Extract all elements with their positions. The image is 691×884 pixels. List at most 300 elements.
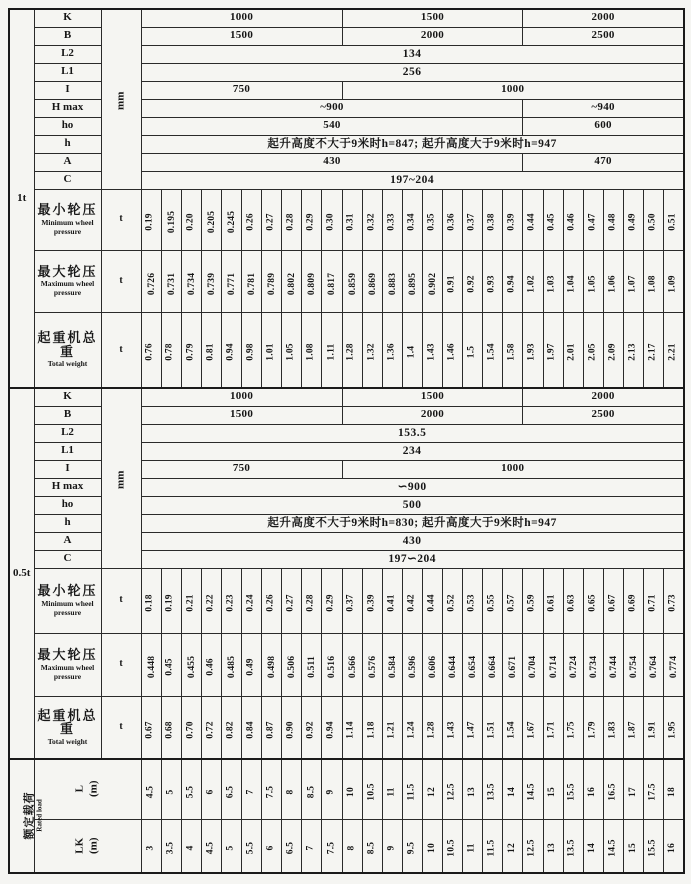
value-cell [664, 189, 684, 250]
value-cell-text: 1.91 [647, 721, 658, 739]
value-cell [181, 759, 201, 819]
value-cell [382, 189, 402, 250]
value-cell [362, 696, 382, 759]
param-value [523, 9, 684, 27]
value-cell-text: 5 [165, 789, 176, 795]
value-cell-text: 0.33 [386, 213, 397, 231]
value-cell [664, 759, 684, 819]
param-value-text: 540 [323, 119, 341, 132]
value-cell [161, 568, 181, 633]
value-cell-text: 0.68 [165, 721, 176, 739]
value-cell [463, 189, 483, 250]
param-value [141, 117, 523, 135]
value-cell [443, 633, 463, 696]
span-row-label-unit: (m) [87, 780, 100, 798]
value-cell-text: 0.774 [669, 655, 680, 679]
load-rating-label [9, 388, 34, 759]
param-label [34, 153, 101, 171]
value-cell [362, 633, 382, 696]
value-cell [583, 189, 603, 250]
value-cell-text: 0.714 [548, 655, 559, 679]
value-cell-text: 0.51 [667, 213, 678, 231]
value-cell [483, 633, 503, 696]
value-cell [583, 759, 603, 819]
value-cell [443, 189, 463, 250]
value-cell [603, 312, 623, 388]
value-cell-text: 10 [426, 843, 437, 854]
value-cell [563, 568, 583, 633]
param-value-text: 1500 [229, 29, 254, 42]
value-cell [422, 759, 442, 819]
param-value-text: 2000 [420, 29, 445, 42]
param-label [34, 63, 101, 81]
value-cell [463, 759, 483, 819]
param-label [34, 117, 101, 135]
data-row [9, 633, 684, 696]
value-cell-text: 0.883 [387, 272, 398, 295]
value-cell [141, 819, 161, 873]
value-cell [603, 568, 623, 633]
value-cell-text: 8.5 [305, 785, 316, 799]
value-cell [463, 819, 483, 873]
value-cell-text: 0.731 [166, 272, 177, 295]
value-cell [201, 819, 221, 873]
value-cell-text: 0.57 [506, 594, 517, 612]
data-row [9, 189, 684, 250]
value-cell-text: 1.54 [486, 343, 497, 362]
param-value-text: 起升高度不大于9米时h=847; 起升高度大于9米时h=947 [267, 137, 557, 150]
value-cell [483, 189, 503, 250]
value-cell-text: 1.47 [466, 721, 477, 739]
value-cell [463, 696, 483, 759]
unit-t-label [101, 696, 141, 759]
value-cell [262, 759, 282, 819]
unit-t-label-text: t [119, 343, 123, 355]
value-cell [282, 568, 302, 633]
value-cell-text: 0.18 [145, 594, 156, 612]
value-cell [342, 189, 362, 250]
value-cell [644, 312, 664, 388]
value-cell-text: 0.53 [466, 594, 477, 612]
param-value [141, 424, 684, 442]
value-cell-text: 1.02 [527, 274, 537, 293]
value-cell-text: 1.83 [607, 721, 618, 739]
data-row-label-zh: 起重机总重 [37, 707, 98, 737]
value-cell-text: 0.30 [325, 213, 336, 231]
param-label [34, 460, 101, 478]
value-cell [503, 568, 523, 633]
value-cell [241, 819, 261, 873]
value-cell-text: 0.734 [588, 655, 599, 679]
span-row-label-rotated [74, 781, 102, 798]
value-cell-text: 0.98 [245, 343, 256, 362]
value-cell [503, 189, 523, 250]
value-cell [563, 633, 583, 696]
value-cell [483, 819, 503, 873]
value-cell-text: 0.36 [446, 213, 457, 231]
value-cell [402, 633, 422, 696]
value-cell-text: 0.516 [327, 655, 338, 679]
param-value [141, 45, 684, 63]
value-cell [644, 189, 664, 250]
param-value-text: 1500 [420, 390, 445, 403]
param-value-text: 1000 [501, 83, 525, 96]
value-cell-text: 2.21 [667, 343, 678, 362]
value-cell-text: 1.01 [265, 343, 276, 362]
param-label-text: K [63, 390, 72, 403]
value-cell [201, 189, 221, 250]
param-label [34, 99, 101, 117]
value-cell-text: 1.93 [527, 343, 537, 362]
value-cell-text: 6 [205, 789, 216, 795]
value-cell [664, 633, 684, 696]
rated-load-en: Rated load [35, 799, 44, 832]
param-value [141, 532, 684, 550]
data-row [9, 250, 684, 312]
value-cell-text: 0.31 [346, 213, 357, 231]
value-cell [503, 759, 523, 819]
value-cell [241, 759, 261, 819]
value-cell [302, 819, 322, 873]
value-cell-text: 0.654 [468, 655, 479, 679]
value-cell [543, 696, 563, 759]
param-label-text: B [63, 408, 72, 421]
value-cell [262, 633, 282, 696]
value-cell-text: 0.205 [206, 210, 217, 234]
value-cell-text: 0.26 [265, 594, 276, 612]
value-cell [382, 696, 402, 759]
value-cell-text: 0.781 [247, 272, 258, 295]
value-cell-text: 0.94 [225, 343, 236, 362]
value-cell [603, 819, 623, 873]
param-value-text: 430 [323, 155, 341, 168]
value-cell-text: 0.32 [366, 213, 377, 231]
value-cell-text: 0.671 [508, 655, 519, 679]
param-value-text: 2000 [420, 408, 445, 421]
rated-load-header [9, 759, 44, 873]
span-row-label-symbol: LK [73, 837, 86, 854]
value-cell-text: 1.79 [587, 721, 598, 739]
param-row [9, 9, 684, 27]
param-value [523, 27, 684, 45]
value-cell-text: 0.67 [145, 721, 156, 739]
value-cell [161, 250, 181, 312]
value-cell-text: 0.49 [627, 213, 638, 231]
value-cell-text: 16 [587, 786, 598, 797]
param-value-text: 1000 [229, 390, 254, 403]
value-cell [382, 312, 402, 388]
value-cell [543, 250, 563, 312]
value-cell [523, 250, 543, 312]
value-cell [603, 633, 623, 696]
value-cell-text: 0.895 [408, 272, 419, 295]
value-cell [402, 250, 422, 312]
value-cell [402, 696, 422, 759]
value-cell [282, 250, 302, 312]
value-cell-text: 7.5 [265, 785, 276, 799]
param-value-text: 470 [594, 155, 612, 168]
unit-mm-label [101, 388, 141, 568]
value-cell-text: 0.65 [587, 594, 598, 612]
value-cell [463, 312, 483, 388]
value-cell-text: 0.448 [146, 655, 157, 679]
value-cell [503, 312, 523, 388]
param-value-text: 153.5 [397, 426, 427, 439]
value-cell-text: 0.506 [287, 655, 298, 679]
value-cell [422, 250, 442, 312]
data-row-label [34, 250, 101, 312]
param-value-text: 256 [402, 65, 422, 78]
value-cell [664, 696, 684, 759]
value-cell-text: 0.859 [347, 272, 358, 295]
value-cell-text: 0.704 [528, 655, 539, 679]
value-cell-text: 13 [547, 843, 558, 854]
value-cell [322, 819, 342, 873]
value-cell-text: 1.87 [627, 721, 638, 739]
param-value [342, 27, 523, 45]
value-cell [644, 696, 664, 759]
param-label [34, 478, 101, 496]
param-value [141, 442, 684, 460]
value-cell [302, 696, 322, 759]
value-cell-text: 0.87 [265, 721, 276, 739]
value-cell [523, 312, 543, 388]
value-cell-text: 0.23 [225, 594, 236, 612]
value-cell [161, 189, 181, 250]
value-cell [161, 633, 181, 696]
value-cell [302, 250, 322, 312]
value-cell [463, 250, 483, 312]
value-cell [483, 250, 503, 312]
value-cell [302, 633, 322, 696]
value-cell-text: 1.07 [627, 274, 638, 293]
param-value-text: 1000 [501, 462, 525, 475]
value-cell [623, 819, 643, 873]
value-cell-text: 1.04 [567, 274, 578, 293]
value-cell [523, 819, 543, 873]
param-label [34, 550, 101, 568]
data-row-label-zh: 最大轮压 [37, 263, 98, 279]
value-cell-text: 0.35 [426, 213, 437, 231]
value-cell-text: 0.38 [486, 213, 497, 231]
param-label-text: H max [51, 101, 84, 114]
param-label [34, 514, 101, 532]
value-cell-text: 0.21 [185, 594, 196, 612]
value-cell-text: 0.48 [607, 213, 618, 231]
value-cell-text: 1.54 [506, 721, 517, 739]
value-cell-text: 13.5 [486, 783, 497, 801]
value-cell-text: 0.724 [568, 655, 579, 679]
value-cell-text: 0.42 [406, 594, 417, 612]
param-value [342, 388, 523, 406]
value-cell-text: 1.75 [567, 721, 578, 739]
value-cell-text: 0.37 [466, 213, 477, 231]
value-cell [402, 312, 422, 388]
value-cell [221, 189, 241, 250]
param-value-text: 750 [232, 83, 251, 96]
value-cell-text: 0.27 [265, 213, 276, 231]
value-cell-text: 18 [667, 786, 678, 797]
value-cell [161, 696, 181, 759]
value-cell-text: 1.43 [426, 343, 437, 362]
value-cell-text: 10.5 [446, 839, 457, 858]
param-label-text: L1 [61, 65, 74, 78]
data-row-label-zh: 最小轮压 [37, 202, 98, 218]
value-cell-text: 1.97 [547, 343, 558, 362]
unit-t-label [101, 568, 141, 633]
span-row [9, 819, 684, 873]
value-cell [362, 819, 382, 873]
value-cell [463, 633, 483, 696]
value-cell-text: 0.46 [205, 658, 216, 676]
value-cell-text: 4 [185, 845, 196, 851]
value-cell [362, 759, 382, 819]
param-label-text: A [63, 534, 72, 547]
param-value-text: 起升高度不大于9米时h=830; 起升高度大于9米时h=947 [267, 516, 557, 529]
value-cell [402, 568, 422, 633]
unit-t-label-text: t [119, 721, 123, 732]
value-cell [543, 819, 563, 873]
value-cell-text: 0.92 [466, 274, 477, 293]
value-cell [443, 759, 463, 819]
value-cell-text: 0.93 [486, 274, 497, 293]
value-cell-text: 1.05 [587, 274, 598, 293]
param-value [141, 460, 342, 478]
value-cell-text: 0.72 [205, 721, 216, 739]
value-cell-text: 0.817 [327, 272, 338, 295]
value-cell-text: 0.94 [506, 274, 517, 293]
span-row [9, 759, 684, 819]
value-cell [563, 759, 583, 819]
value-cell-text: 10 [346, 786, 357, 797]
value-cell-text: 0.81 [205, 343, 216, 362]
data-row-label-zh: 最大轮压 [37, 647, 98, 663]
value-cell-text: 0.664 [488, 655, 499, 679]
value-cell [603, 189, 623, 250]
value-cell-text: 1.28 [426, 721, 437, 739]
value-cell-text: 0.739 [206, 272, 217, 295]
value-cell [563, 250, 583, 312]
value-cell-text: 6.5 [285, 842, 296, 855]
value-cell-text: 0.596 [408, 655, 419, 679]
param-value [141, 406, 342, 424]
value-cell-text: 0.37 [346, 594, 357, 612]
value-cell-text: 11 [386, 787, 397, 797]
value-cell [483, 568, 503, 633]
value-cell-text: 6.5 [225, 785, 236, 799]
param-value [342, 460, 684, 478]
param-value-text: 1500 [420, 11, 445, 24]
value-cell-text: 0.869 [367, 272, 378, 295]
value-cell [523, 759, 543, 819]
data-row-label [34, 568, 101, 633]
value-cell [302, 759, 322, 819]
value-cell-text: 1.08 [305, 343, 316, 362]
value-cell [483, 696, 503, 759]
value-cell [221, 759, 241, 819]
value-cell-text: 0.19 [165, 594, 176, 612]
value-cell [262, 696, 282, 759]
unit-t-label [101, 250, 141, 312]
value-cell-text: 1.46 [446, 343, 457, 362]
value-cell-text: 16 [667, 843, 678, 854]
value-cell-text: 0.245 [227, 210, 238, 234]
value-cell-text: 0.84 [245, 721, 256, 739]
param-value-text: 197~204 [390, 173, 435, 186]
value-cell-text: 0.771 [227, 272, 238, 295]
value-cell-text: 3.5 [165, 842, 176, 855]
value-cell-text: 0.802 [287, 272, 298, 295]
param-value-text: 1500 [229, 408, 254, 421]
value-cell-text: 0.27 [285, 594, 296, 612]
value-cell [664, 312, 684, 388]
value-cell [362, 312, 382, 388]
value-cell [201, 250, 221, 312]
value-cell-text: 2.17 [647, 343, 658, 362]
value-cell [664, 250, 684, 312]
data-row-label-en: Minimum wheel pressure [41, 217, 94, 236]
param-label-text: h [64, 137, 71, 150]
value-cell [523, 696, 543, 759]
value-cell [201, 568, 221, 633]
value-cell [623, 250, 643, 312]
value-cell [221, 568, 241, 633]
value-cell-text: 0.63 [567, 594, 578, 612]
param-label-text: L2 [61, 47, 74, 60]
param-value [141, 496, 684, 514]
value-cell [523, 633, 543, 696]
value-cell-text: 7 [245, 789, 256, 795]
param-value [141, 388, 342, 406]
value-cell [181, 568, 201, 633]
data-row-label [34, 633, 101, 696]
value-cell-text: 5 [225, 845, 236, 851]
value-cell-text: 9 [386, 845, 397, 851]
unit-mm-label [101, 9, 141, 189]
param-label-text: B [63, 29, 72, 42]
value-cell [422, 568, 442, 633]
value-cell-text: 0.67 [607, 594, 618, 612]
value-cell-text: 7.5 [325, 842, 336, 855]
value-cell [181, 696, 201, 759]
value-cell-text: 0.45 [165, 658, 176, 676]
value-cell-text: 0.49 [245, 658, 256, 676]
value-cell-text: 0.19 [145, 213, 156, 231]
value-cell-text: 0.606 [428, 655, 439, 679]
param-value-text: 197∽204 [388, 552, 436, 565]
value-cell-text: 0.59 [527, 594, 537, 612]
value-cell [443, 568, 463, 633]
value-cell [644, 759, 664, 819]
value-cell-text: 0.52 [446, 594, 457, 612]
rated-load-zh: 额定载荷 [23, 791, 36, 840]
value-cell [342, 633, 362, 696]
value-cell [583, 568, 603, 633]
param-value [141, 27, 342, 45]
value-cell-text: 10.5 [366, 783, 377, 801]
value-cell-text: 0.44 [426, 594, 437, 612]
param-value [141, 514, 684, 532]
value-cell [503, 696, 523, 759]
value-cell [322, 312, 342, 388]
param-label-text: C [63, 552, 72, 565]
crane-spec-table [8, 8, 685, 874]
value-cell [603, 696, 623, 759]
param-value [141, 63, 684, 81]
value-cell-text: 0.92 [305, 721, 316, 739]
param-row [9, 388, 684, 406]
value-cell-text: 2.01 [567, 343, 578, 362]
